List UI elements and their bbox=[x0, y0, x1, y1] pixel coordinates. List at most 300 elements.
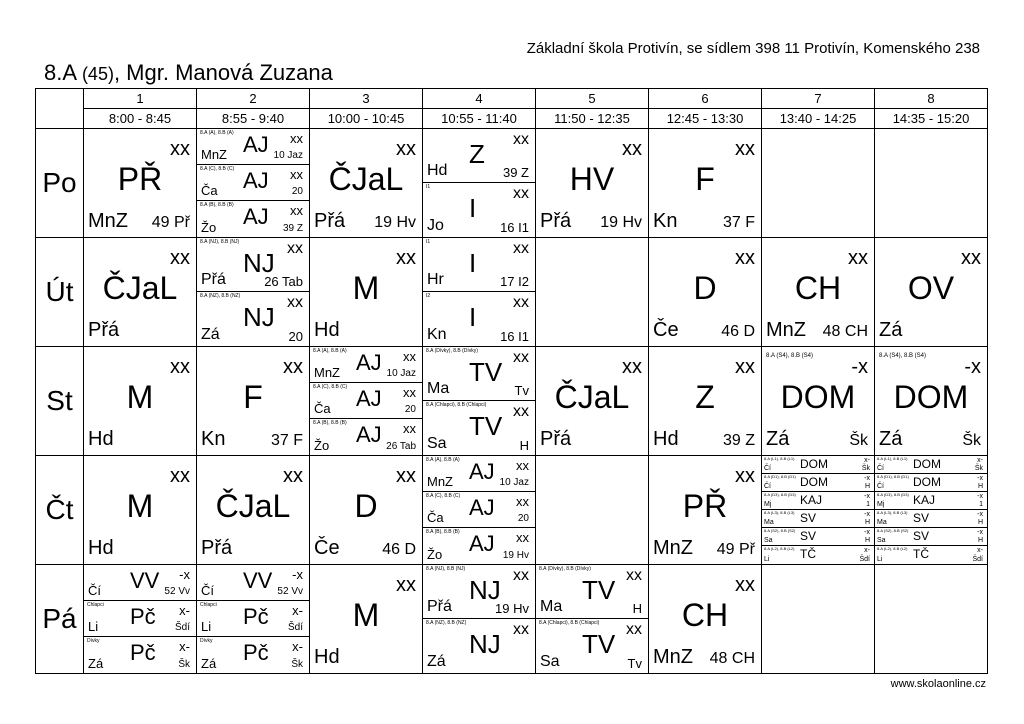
subject: Pč bbox=[243, 640, 269, 665]
lesson-block[interactable] bbox=[875, 347, 987, 455]
lesson-block[interactable] bbox=[875, 238, 987, 346]
lesson-code: xx bbox=[170, 356, 190, 378]
subject: TV bbox=[582, 629, 616, 659]
lesson-block[interactable] bbox=[762, 347, 874, 455]
lesson-block[interactable] bbox=[649, 129, 761, 237]
lesson-cell[interactable] bbox=[875, 347, 988, 456]
period-number: 1 bbox=[84, 89, 197, 109]
lesson-code: xx bbox=[735, 356, 755, 378]
lesson-cell[interactable] bbox=[197, 347, 310, 456]
lesson-code: x- bbox=[977, 457, 983, 464]
lesson-cell[interactable] bbox=[423, 238, 536, 347]
room: 48 CH bbox=[709, 650, 755, 667]
subject: M bbox=[352, 597, 380, 633]
lesson-cell-body bbox=[310, 347, 422, 455]
lesson-cell-body bbox=[310, 238, 422, 346]
day-label: Pá bbox=[36, 565, 84, 674]
lesson-block[interactable] bbox=[423, 291, 535, 346]
teacher: MnZ bbox=[88, 210, 128, 232]
subject: ČJaL bbox=[215, 488, 291, 524]
lesson-cell[interactable] bbox=[649, 565, 762, 674]
lesson-block[interactable] bbox=[875, 509, 987, 527]
subject: TV bbox=[582, 574, 616, 605]
lesson-cell[interactable] bbox=[84, 456, 197, 565]
group-label: 8.A (C), 8.B (C) bbox=[313, 384, 348, 390]
lesson-cell-body bbox=[875, 456, 987, 564]
teacher: MnZ bbox=[201, 147, 227, 162]
teacher: Mj bbox=[764, 501, 772, 508]
lesson-block[interactable] bbox=[762, 527, 874, 545]
lesson-block[interactable] bbox=[310, 418, 422, 455]
teacher: Jo bbox=[427, 217, 444, 234]
lesson-cell-body bbox=[762, 238, 874, 346]
lesson-block[interactable] bbox=[197, 129, 309, 164]
lesson-code: xx bbox=[513, 131, 529, 148]
lesson-cell[interactable] bbox=[423, 347, 536, 456]
lesson-cell[interactable] bbox=[423, 456, 536, 565]
teacher: Hd bbox=[314, 319, 340, 341]
lesson-block[interactable] bbox=[762, 456, 874, 473]
group-label: 8.A (B), 8.B (B) bbox=[426, 529, 460, 535]
room: 26 Tab bbox=[386, 441, 416, 452]
teacher: Li bbox=[764, 556, 770, 563]
lesson-cell-body bbox=[423, 238, 535, 346]
day-row bbox=[36, 129, 988, 238]
teacher: Hd bbox=[427, 162, 448, 179]
lesson-code: xx bbox=[290, 131, 303, 146]
lesson-cell-body bbox=[423, 129, 535, 237]
subject: NJ bbox=[469, 629, 501, 659]
room: Šk bbox=[861, 465, 870, 472]
lesson-block[interactable] bbox=[649, 565, 761, 673]
day-label: Po bbox=[36, 129, 84, 238]
subject: D bbox=[693, 270, 717, 306]
lesson-cell[interactable] bbox=[310, 238, 423, 347]
subject: TV bbox=[469, 356, 503, 387]
subject: DOM bbox=[800, 475, 828, 489]
lesson-block[interactable] bbox=[423, 491, 535, 527]
lesson-block[interactable] bbox=[423, 400, 535, 455]
lesson-block[interactable] bbox=[762, 545, 874, 564]
lesson-cell-body bbox=[310, 565, 422, 673]
period-number: 6 bbox=[649, 89, 762, 109]
room: 10 Jaz bbox=[499, 477, 529, 488]
lesson-block[interactable] bbox=[310, 238, 422, 346]
room: 39 Z bbox=[502, 165, 529, 180]
teacher: Zá bbox=[879, 428, 903, 450]
lesson-code: xx bbox=[290, 167, 303, 182]
lesson-cell[interactable] bbox=[197, 129, 310, 238]
group-label: 8.A (NJ), 8.B (NJ) bbox=[426, 566, 466, 572]
lesson-code: xx bbox=[170, 247, 190, 269]
teacher: Zá bbox=[427, 653, 446, 670]
corner-cell bbox=[36, 89, 84, 129]
room: 39 Z bbox=[282, 223, 303, 234]
lesson-cell[interactable] bbox=[423, 565, 536, 674]
subject: AJ bbox=[243, 131, 269, 157]
group-label: I1 bbox=[426, 239, 431, 245]
lesson-code: xx bbox=[283, 356, 303, 378]
period-number: 7 bbox=[762, 89, 875, 109]
lesson-code: -x bbox=[864, 475, 870, 482]
room: 1 bbox=[979, 501, 983, 508]
lesson-code: xx bbox=[513, 621, 529, 638]
lesson-code: xx bbox=[513, 567, 529, 584]
lesson-cell bbox=[536, 456, 649, 565]
day-row bbox=[36, 238, 988, 347]
room: 37 F bbox=[270, 432, 303, 449]
lesson-code: -x bbox=[977, 529, 983, 536]
lesson-block[interactable] bbox=[649, 238, 761, 346]
room: 19 Hv bbox=[502, 550, 529, 561]
lesson-block[interactable] bbox=[875, 545, 987, 564]
period-time: 8:00 - 8:45 bbox=[84, 109, 197, 129]
lesson-block[interactable] bbox=[84, 347, 196, 455]
lesson-cell-body bbox=[197, 565, 309, 673]
footer-link[interactable]: www.skolaonline.cz bbox=[890, 678, 986, 690]
teacher: Hd bbox=[88, 537, 114, 559]
lesson-block[interactable] bbox=[423, 347, 535, 400]
lesson-cell-body bbox=[875, 347, 987, 455]
room: Tv bbox=[627, 656, 642, 671]
teacher: Čí bbox=[201, 583, 214, 598]
room: Tv bbox=[514, 383, 529, 398]
lesson-block[interactable] bbox=[423, 618, 535, 673]
lesson-code: -x bbox=[292, 567, 303, 582]
lesson-code: xx bbox=[396, 138, 416, 160]
room: 20 bbox=[404, 404, 416, 415]
subject: SV bbox=[913, 511, 930, 525]
lesson-code: x- bbox=[292, 639, 303, 654]
lesson-block[interactable] bbox=[84, 600, 196, 636]
lesson-cell[interactable] bbox=[875, 456, 988, 565]
room: 48 CH bbox=[822, 323, 868, 340]
group-label: 8.A (L2), 8.B (L2) bbox=[764, 546, 795, 551]
room: 17 I2 bbox=[500, 274, 529, 289]
group-label: 8.A (A), 8.B (A) bbox=[313, 348, 347, 354]
period-number: 2 bbox=[197, 89, 310, 109]
lesson-cell[interactable] bbox=[197, 456, 310, 565]
subject: I bbox=[469, 247, 477, 278]
teacher: Sa bbox=[877, 537, 886, 544]
lesson-cell bbox=[875, 565, 988, 674]
teacher: Hd bbox=[314, 646, 340, 668]
lesson-code: xx bbox=[622, 356, 642, 378]
period-number: 4 bbox=[423, 89, 536, 109]
lesson-block[interactable] bbox=[875, 491, 987, 509]
subject: NJ bbox=[243, 247, 275, 278]
lesson-block[interactable] bbox=[536, 347, 648, 455]
lesson-cell-body bbox=[536, 129, 648, 237]
period-time: 10:00 - 10:45 bbox=[310, 109, 423, 129]
room: 52 Vv bbox=[164, 586, 190, 597]
lesson-block[interactable] bbox=[310, 456, 422, 564]
lesson-block[interactable] bbox=[197, 238, 309, 291]
lesson-block[interactable] bbox=[197, 291, 309, 346]
room: H bbox=[977, 519, 983, 526]
lesson-code: -x bbox=[977, 511, 983, 518]
lesson-block[interactable] bbox=[536, 129, 648, 237]
lesson-cell-body bbox=[875, 129, 987, 237]
lesson-cell bbox=[762, 129, 875, 238]
subject: Pč bbox=[243, 603, 269, 629]
lesson-code: xx bbox=[735, 247, 755, 269]
teacher: Kn bbox=[653, 210, 678, 232]
teacher: Sa bbox=[764, 537, 773, 544]
teacher: Žo bbox=[427, 547, 443, 562]
teacher: Hr bbox=[427, 271, 444, 288]
lesson-cell[interactable] bbox=[649, 129, 762, 238]
teacher: Če bbox=[314, 537, 340, 559]
lesson-block[interactable] bbox=[875, 456, 987, 473]
lesson-block[interactable] bbox=[423, 129, 535, 182]
lesson-block[interactable] bbox=[875, 527, 987, 545]
lesson-cell[interactable] bbox=[536, 347, 649, 456]
lesson-block[interactable] bbox=[84, 129, 196, 237]
group-label: 8.A (L1), 8.B (L1) bbox=[877, 456, 908, 461]
lesson-cell-body bbox=[536, 347, 648, 455]
lesson-code: xx bbox=[283, 465, 303, 487]
subject: AJ bbox=[243, 204, 269, 229]
subject: AJ bbox=[243, 167, 269, 193]
room: H bbox=[864, 483, 870, 490]
lesson-cell[interactable] bbox=[84, 347, 197, 456]
lesson-cell[interactable] bbox=[310, 129, 423, 238]
lesson-code: xx bbox=[626, 621, 642, 638]
lesson-block[interactable] bbox=[84, 565, 196, 600]
room: 46 D bbox=[721, 323, 755, 340]
day-label: St bbox=[36, 347, 84, 456]
lesson-cell-body bbox=[762, 347, 874, 455]
group-label: 8.A (L3), 8.B (L3) bbox=[764, 510, 795, 515]
lesson-block[interactable] bbox=[310, 129, 422, 237]
group-label: 8.A (A), 8.B (A) bbox=[200, 130, 234, 136]
subject: AJ bbox=[469, 531, 495, 556]
subject: NJ bbox=[243, 302, 275, 332]
lesson-cell-body bbox=[423, 456, 535, 564]
lesson-cell[interactable] bbox=[197, 565, 310, 674]
day-row bbox=[36, 456, 988, 565]
lesson-cell[interactable] bbox=[197, 238, 310, 347]
lesson-block[interactable] bbox=[423, 565, 535, 618]
subject: SV bbox=[800, 529, 817, 543]
lesson-cell[interactable] bbox=[649, 456, 762, 565]
lesson-cell[interactable] bbox=[310, 347, 423, 456]
lesson-code: xx bbox=[513, 294, 529, 311]
lesson-cell-body bbox=[762, 456, 874, 564]
group-label: 8.A (C), 8.B (C) bbox=[426, 493, 461, 499]
lesson-block[interactable] bbox=[310, 347, 422, 382]
lesson-cell-body bbox=[762, 129, 874, 237]
lesson-block[interactable] bbox=[84, 636, 196, 673]
lesson-block[interactable] bbox=[762, 473, 874, 491]
lesson-code: xx bbox=[290, 203, 303, 218]
subject: ČJaL bbox=[102, 270, 178, 306]
lesson-block[interactable] bbox=[649, 456, 761, 564]
room: Šk bbox=[849, 432, 868, 449]
subject: SV bbox=[913, 529, 930, 543]
lesson-block[interactable] bbox=[762, 509, 874, 527]
lesson-cell-body bbox=[649, 456, 761, 564]
lesson-cell[interactable] bbox=[84, 565, 197, 674]
period-number: 3 bbox=[310, 89, 423, 109]
day-label: Čt bbox=[36, 456, 84, 565]
room: 16 I1 bbox=[500, 329, 529, 344]
room: 20 bbox=[517, 513, 529, 524]
subject: AJ bbox=[469, 494, 495, 520]
lesson-cell-body bbox=[649, 347, 761, 455]
teacher: MnZ bbox=[314, 365, 340, 380]
room: 19 Hv bbox=[495, 601, 529, 616]
lesson-code: xx bbox=[516, 494, 529, 509]
lesson-cell-body bbox=[875, 565, 987, 673]
group-label: 8.A (NZ), 8.B (NZ) bbox=[200, 293, 241, 299]
group-label: 8.A (L3), 8.B (L3) bbox=[877, 510, 908, 515]
lesson-block[interactable] bbox=[423, 238, 535, 291]
lesson-code: xx bbox=[396, 465, 416, 487]
lesson-cell-body bbox=[310, 129, 422, 237]
teacher: Kn bbox=[427, 326, 447, 343]
subject: PŘ bbox=[682, 488, 728, 524]
lesson-block[interactable] bbox=[84, 456, 196, 564]
subject: OV bbox=[907, 270, 955, 306]
subject: AJ bbox=[356, 349, 382, 375]
lesson-cell[interactable] bbox=[875, 238, 988, 347]
subject: DOM bbox=[913, 457, 941, 471]
room: H bbox=[864, 537, 870, 544]
room: 20 bbox=[288, 329, 303, 344]
teacher: Hd bbox=[653, 428, 679, 450]
class-heading bbox=[44, 60, 333, 86]
lesson-cell-body bbox=[649, 565, 761, 673]
teacher: Přá bbox=[427, 598, 452, 615]
lesson-block[interactable] bbox=[649, 347, 761, 455]
teacher: Žo bbox=[201, 220, 217, 235]
lesson-cell-body bbox=[423, 565, 535, 673]
lesson-cell-body bbox=[84, 129, 196, 237]
lesson-code: xx bbox=[516, 530, 529, 545]
group-label: Chlapci bbox=[200, 602, 217, 608]
lesson-block[interactable] bbox=[536, 618, 648, 673]
teacher: Přá bbox=[314, 210, 346, 232]
subject: Pč bbox=[130, 640, 156, 665]
teacher: Ča bbox=[314, 401, 331, 416]
group-label: 8.A (L1), 8.B (L1) bbox=[764, 456, 795, 461]
room: 49 Př bbox=[716, 541, 755, 558]
lesson-cell[interactable] bbox=[84, 129, 197, 238]
lesson-block[interactable] bbox=[197, 600, 309, 636]
lesson-block[interactable] bbox=[762, 238, 874, 346]
lesson-block[interactable] bbox=[197, 456, 309, 564]
room: Šk bbox=[962, 432, 981, 449]
lesson-block[interactable] bbox=[197, 565, 309, 600]
lesson-block[interactable] bbox=[536, 565, 648, 618]
lesson-code: xx bbox=[287, 240, 303, 257]
lesson-block[interactable] bbox=[762, 491, 874, 509]
lesson-block[interactable] bbox=[197, 636, 309, 673]
group-label: 8.A (Dívky), 8.B (Dívky) bbox=[426, 348, 478, 354]
subject: TČ bbox=[800, 547, 816, 561]
lesson-block[interactable] bbox=[197, 200, 309, 237]
room: 39 Z bbox=[722, 432, 755, 449]
room: 1 bbox=[866, 501, 870, 508]
lesson-cell[interactable] bbox=[762, 347, 875, 456]
lesson-code: xx bbox=[170, 138, 190, 160]
subject: ČJaL bbox=[554, 379, 630, 415]
lesson-block[interactable] bbox=[197, 164, 309, 200]
lesson-cell-body bbox=[84, 238, 196, 346]
lesson-block[interactable] bbox=[875, 473, 987, 491]
subject: DOM bbox=[913, 475, 941, 489]
lesson-cell[interactable] bbox=[423, 129, 536, 238]
teacher: Ma bbox=[540, 598, 563, 615]
lesson-cell[interactable] bbox=[536, 129, 649, 238]
room: H bbox=[632, 601, 642, 616]
group-label: 8.A (D1), 8.B (D1) bbox=[877, 474, 909, 479]
group-label: 8.A (S2), 8.B (S2) bbox=[877, 528, 909, 533]
teacher: Sa bbox=[427, 435, 447, 452]
room: 26 Tab bbox=[264, 274, 303, 289]
lesson-cell-body bbox=[197, 129, 309, 237]
subject: CH bbox=[681, 597, 729, 633]
lesson-block[interactable] bbox=[197, 347, 309, 455]
group-label: Dívky bbox=[200, 638, 213, 644]
room: Šk bbox=[178, 659, 190, 670]
lesson-cell[interactable] bbox=[310, 565, 423, 674]
lesson-cell-body bbox=[536, 456, 648, 564]
lesson-block[interactable] bbox=[310, 565, 422, 673]
lesson-cell[interactable] bbox=[536, 565, 649, 674]
lesson-cell[interactable] bbox=[649, 238, 762, 347]
group-label: Dívky bbox=[87, 638, 100, 644]
lesson-cell[interactable] bbox=[762, 238, 875, 347]
lesson-cell-body bbox=[762, 565, 874, 673]
lesson-code: xx bbox=[735, 465, 755, 487]
lesson-code: x- bbox=[179, 639, 190, 654]
group-label: 8.A (C), 8.B (C) bbox=[200, 166, 235, 172]
group-label: 8.A (L2), 8.B (L2) bbox=[877, 546, 908, 551]
teacher: Sa bbox=[540, 653, 560, 670]
lesson-cell-body bbox=[84, 456, 196, 564]
room: 19 Hv bbox=[374, 214, 416, 231]
lesson-cell-body bbox=[423, 347, 535, 455]
lesson-cell[interactable] bbox=[762, 456, 875, 565]
subject: HV bbox=[569, 161, 615, 197]
group-label: 8.A (S4), 8.B (S4) bbox=[766, 353, 814, 359]
lesson-block[interactable] bbox=[423, 527, 535, 564]
lesson-cell[interactable] bbox=[310, 456, 423, 565]
lesson-block[interactable] bbox=[84, 238, 196, 346]
period-time: 14:35 - 15:20 bbox=[875, 109, 988, 129]
teacher: Žo bbox=[314, 438, 330, 453]
room: H bbox=[977, 483, 983, 490]
lesson-code: xx bbox=[513, 349, 529, 366]
teacher: Ča bbox=[427, 510, 444, 525]
group-label: 8.A (D1), 8.B (D1) bbox=[764, 474, 796, 479]
lesson-code: -x bbox=[851, 356, 868, 378]
lesson-cell[interactable] bbox=[649, 347, 762, 456]
group-label: 8.A (Chlapci), 8.B (Chlapci) bbox=[426, 402, 487, 408]
lesson-block[interactable] bbox=[310, 382, 422, 418]
teacher: Ma bbox=[764, 519, 774, 526]
lesson-block[interactable] bbox=[423, 456, 535, 491]
group-label: 8.A (Chlapci), 8.B (Chlapci) bbox=[539, 620, 600, 626]
teacher: Ma bbox=[877, 519, 887, 526]
teacher: Přá bbox=[201, 271, 226, 288]
room: Šk bbox=[974, 465, 983, 472]
lesson-cell[interactable] bbox=[84, 238, 197, 347]
lesson-block[interactable] bbox=[423, 182, 535, 237]
